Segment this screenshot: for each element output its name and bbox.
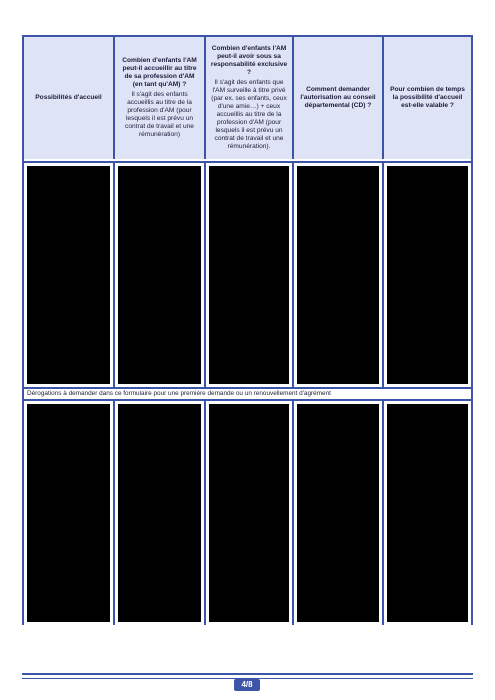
table-cell — [206, 163, 294, 387]
section-label: Dérogations à demander dans ce formulaire pour une première demande ou un renouvellement d'agrément — [24, 387, 471, 399]
header-cell-responsabilite — [206, 37, 294, 159]
redacted-block — [209, 404, 289, 622]
table-row — [24, 399, 471, 625]
table-cell — [384, 401, 471, 625]
redacted-block — [297, 404, 379, 622]
table-row — [24, 161, 471, 387]
redacted-block — [118, 404, 201, 622]
header-note: Il s'agit des enfants accueillis au titre de la profession d'AM (pour lesquels il est prévu un contrat de travail et une rémunération) — [125, 91, 194, 138]
redacted-block — [297, 166, 379, 384]
table-cell — [384, 163, 471, 387]
table-cell — [24, 401, 115, 625]
table-cell — [294, 163, 384, 387]
footer-divider — [22, 673, 473, 675]
header-title: Combien d'enfants l'AM peut-il accueillir au titre de sa profession d'AM (en tant qu'AM) ? — [122, 57, 197, 88]
header-note: Il s'agit des enfants que l'AM surveille à titre privé (par ex. ses enfants, ceux d'une amie…) + ceux accueillis au titre de la profession d'AM (pour lesquels il est prévu un contrat de travail et une rémunération). — [211, 79, 287, 150]
table-header-row — [24, 37, 471, 159]
table-cell — [24, 163, 115, 387]
table-cell — [294, 401, 384, 625]
table-frame — [22, 35, 473, 625]
redacted-block — [387, 166, 468, 384]
redacted-block — [387, 404, 468, 622]
header-title: Combien d'enfants l'AM peut-il avoir sous sa responsabilité exclusive ? — [210, 45, 288, 76]
header-cell-enfants-am — [115, 37, 206, 159]
table-cell — [115, 163, 206, 387]
redacted-block — [209, 166, 289, 384]
redacted-block — [27, 166, 110, 384]
table-cell — [206, 401, 294, 625]
header-title: Possibilités d'accueil — [35, 94, 102, 101]
header-cell-duree — [384, 37, 471, 159]
redacted-block — [27, 404, 110, 622]
header-cell-possibilites — [24, 37, 115, 159]
table-cell — [115, 401, 206, 625]
page-number: 4/8 — [234, 679, 260, 691]
header-title: Pour combien de temps la possibilité d'accueil est-elle valable ? — [390, 86, 465, 109]
header-cell-autorisation — [294, 37, 384, 159]
header-title: Comment demander l'autorisation au conseil départemental (CD) ? — [300, 86, 376, 109]
redacted-block — [118, 166, 201, 384]
